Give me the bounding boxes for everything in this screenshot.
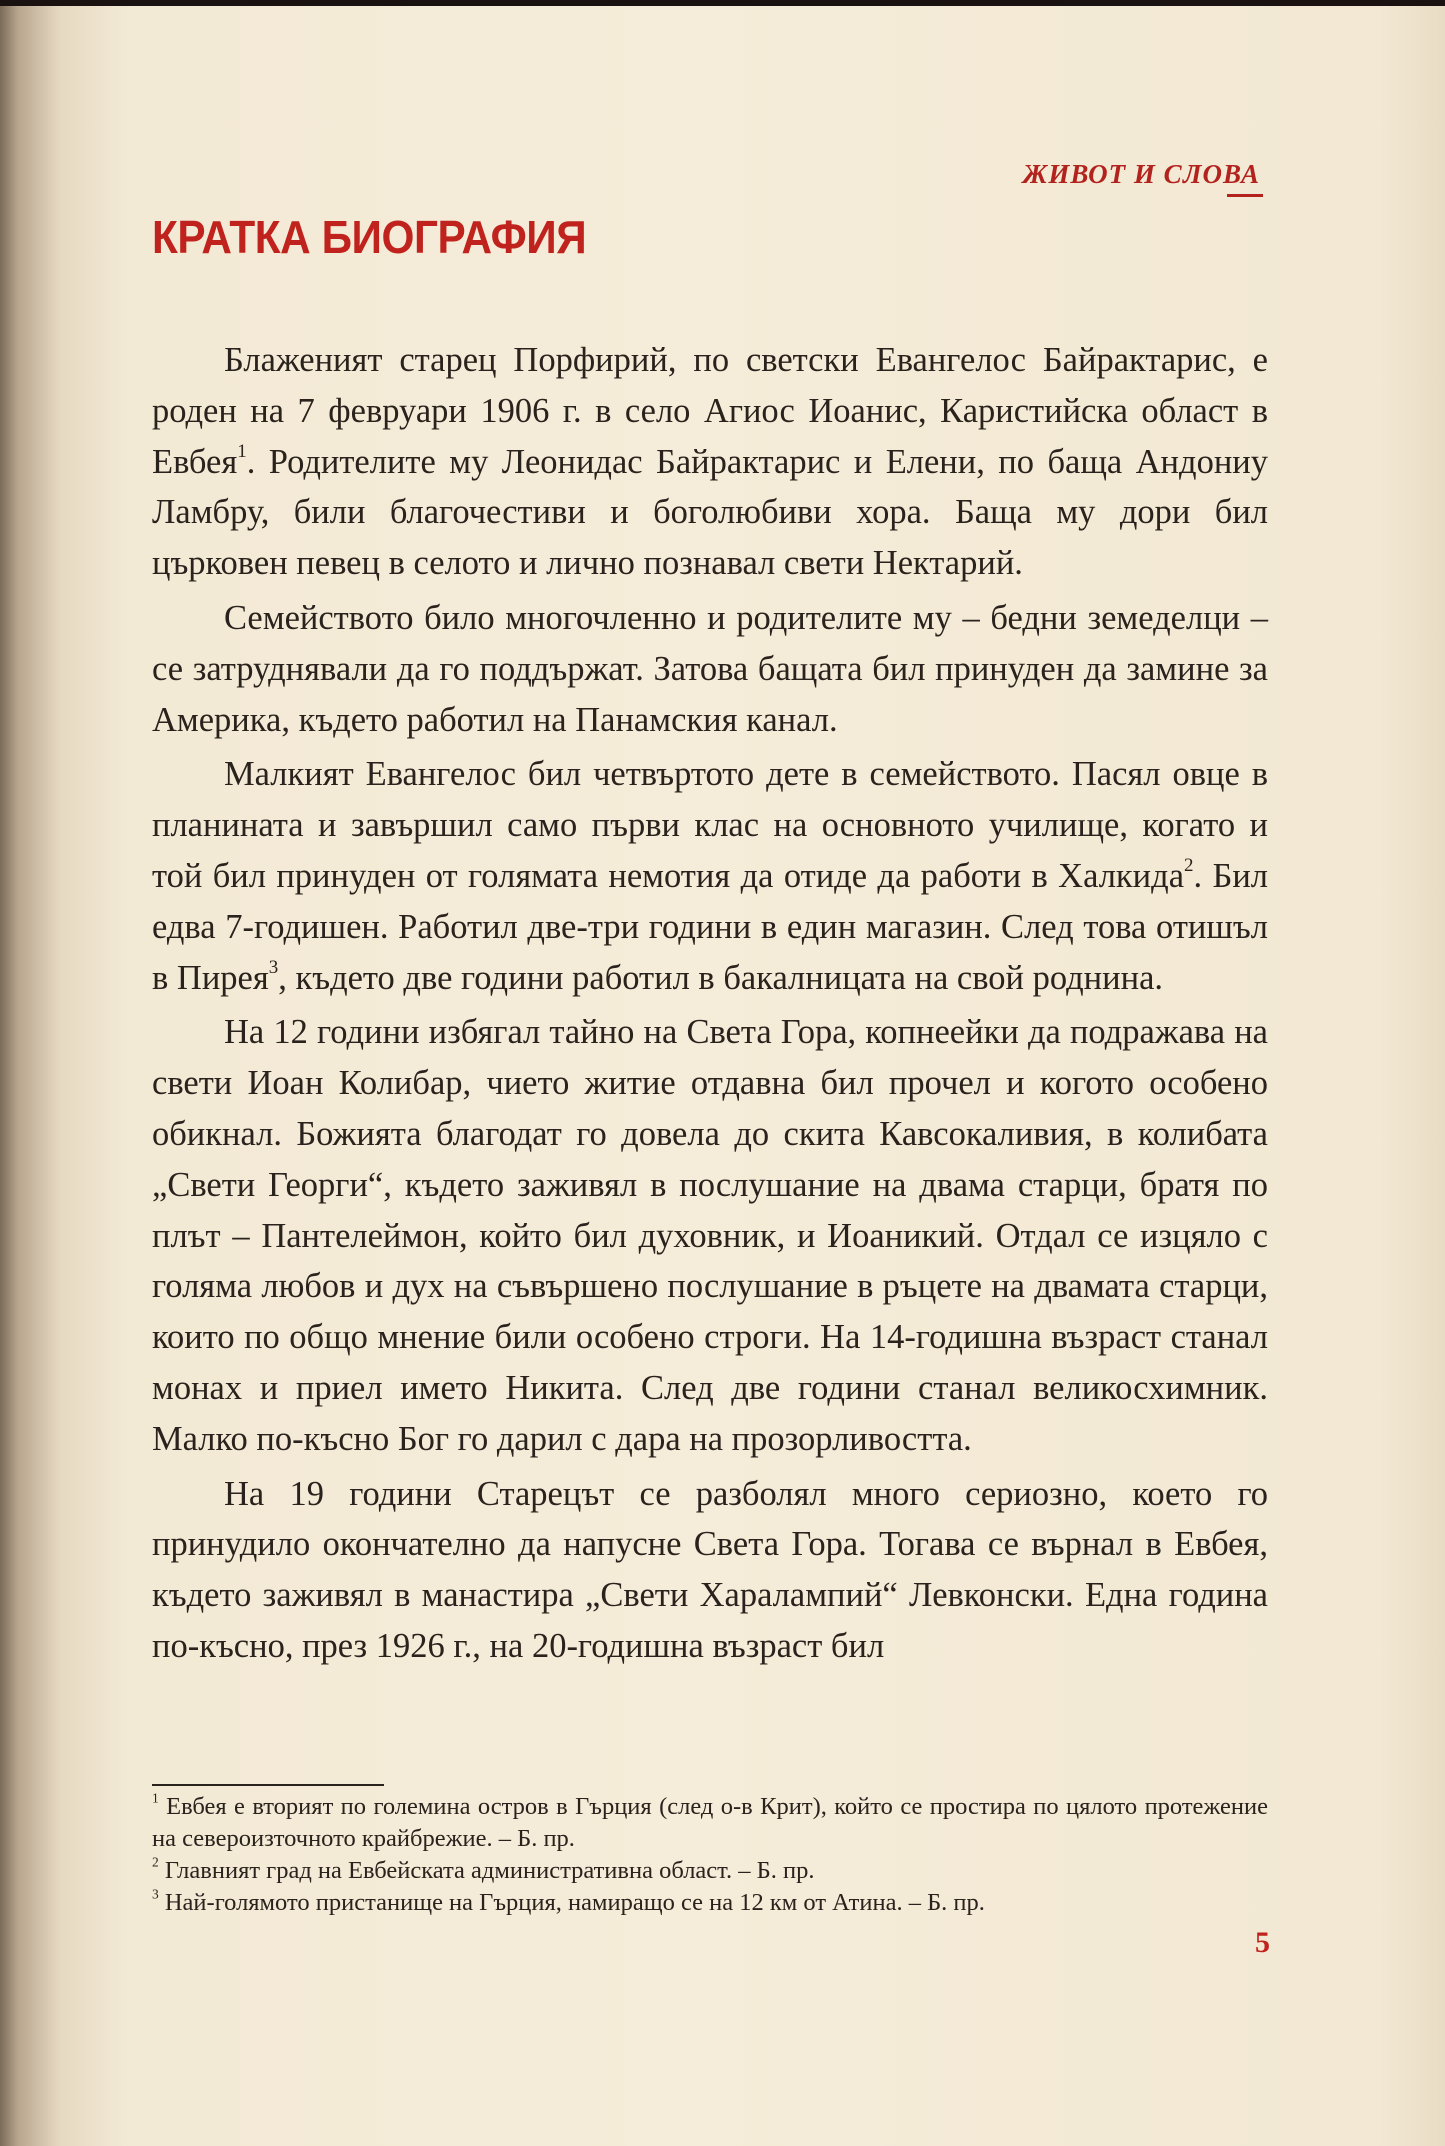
running-head: ЖИВОТ И СЛОВА [1022,159,1260,189]
footnote-1 [152,1791,1268,1855]
footnote-mark-3: 3 [152,1886,159,1902]
chapter-title: КРАТКА БИОГРАФИЯ [152,211,587,263]
paragraph-3-text-c: , където две години работил в бакалницата на свой роднина. [278,958,1164,997]
footnote-mark-2: 2 [152,1854,159,1870]
paragraph-1-text-b: . Родителите му Леонидас Байрактарис и Елени, по баща Андониу Ламбру, били благочестиви и боголюбиви хора. Баща му дори бил църковен певец в селото и лично познавал свети Нектарий. [152,442,1268,583]
footnote-2 [152,1855,1268,1887]
paragraph-1-text-a: Блаженият старец Порфирий, по светски Евангелос Байрактарис, е роден на 7 февруари 1906 г. в село Агиос Иоанис, Каристийска област в Евбея [152,341,1268,481]
footnote-ref-3: 3 [268,956,279,978]
footnote-ref-1: 1 [237,440,247,462]
paragraph-1 [152,335,1268,589]
body-text [152,335,1268,1672]
paragraph-5: На 19 години Старецът се разболял много сериозно, което го принудило окончателно да напусне Света Гора. Тогава се върнал в Евбея, където заживял в манастира „Свети Харалампий“ Левконски. Една година по-късно, през 1926 г., на 20-годишна възраст бил [152,1474,1268,1665]
paragraph-4: На 12 години избягал тайно на Света Гора, копнеейки да подражава на свети Иоан Колибар, чието житие отдавна бил прочел и когото особено обикнал. Божията благодат го довела до скита Кавсокаливия, в колибата „Свети Георги“, където заживял в послушание на двама старци, братя по плът – Пантелеймон, който бил духовник, и Иоаникий. Отдал се изцяло с голяма любов и дух на съвършено послушание в ръцете на двамата старци, които по общо мнение били особено строги. На 14-годишна възраст станал монах и приел името Никита. След две години станал великосхимник. Малко по-късно Бог го дарил с дара на прозорливостта. [152,1013,1268,1458]
footnote-rule [152,1784,384,1786]
footnote-text-2: Главният град на Евбейската административна област. – Б. пр. [164,1857,815,1884]
paragraph-2: Семейството било многочленно и родителите му – бедни земеделци – се затруднявали да го поддържат. Затова бащата бил принуден да замине за Америка, където работил на Панамския канал. [152,598,1268,739]
paragraph-3-text-b: . Бил едва 7-годишен. Работил две-три години в един магазин. След това отишъл в Пирея [152,856,1268,997]
running-head-rule [1227,194,1263,197]
footnotes [152,1791,1268,1919]
book-page [0,6,1445,2146]
footnote-mark-1: 1 [152,1790,159,1806]
footnote-ref-2: 2 [1184,854,1194,876]
paragraph-3 [152,749,1268,1003]
paragraph-3-text-a: Малкият Евангелос бил четвъртото дете в семейството. Пасял овце в планината и завършил само първи клас на основното училище, когато и той бил принуден от голямата немотия да отиде да работи в Халкида [152,755,1268,895]
footnote-text-3: Най-голямото пристанище на Гърция, намиращо се на 12 км от Атина. – Б. пр. [164,1889,985,1916]
page-number: 5 [1255,1926,1270,1959]
footnote-text-1: Евбея е вторият по големина остров в Гърция (след о-в Крит), който се простира по цялото протежение на североизточното крайбрежие. – Б. пр. [152,1793,1269,1852]
footnote-3 [152,1887,1268,1919]
